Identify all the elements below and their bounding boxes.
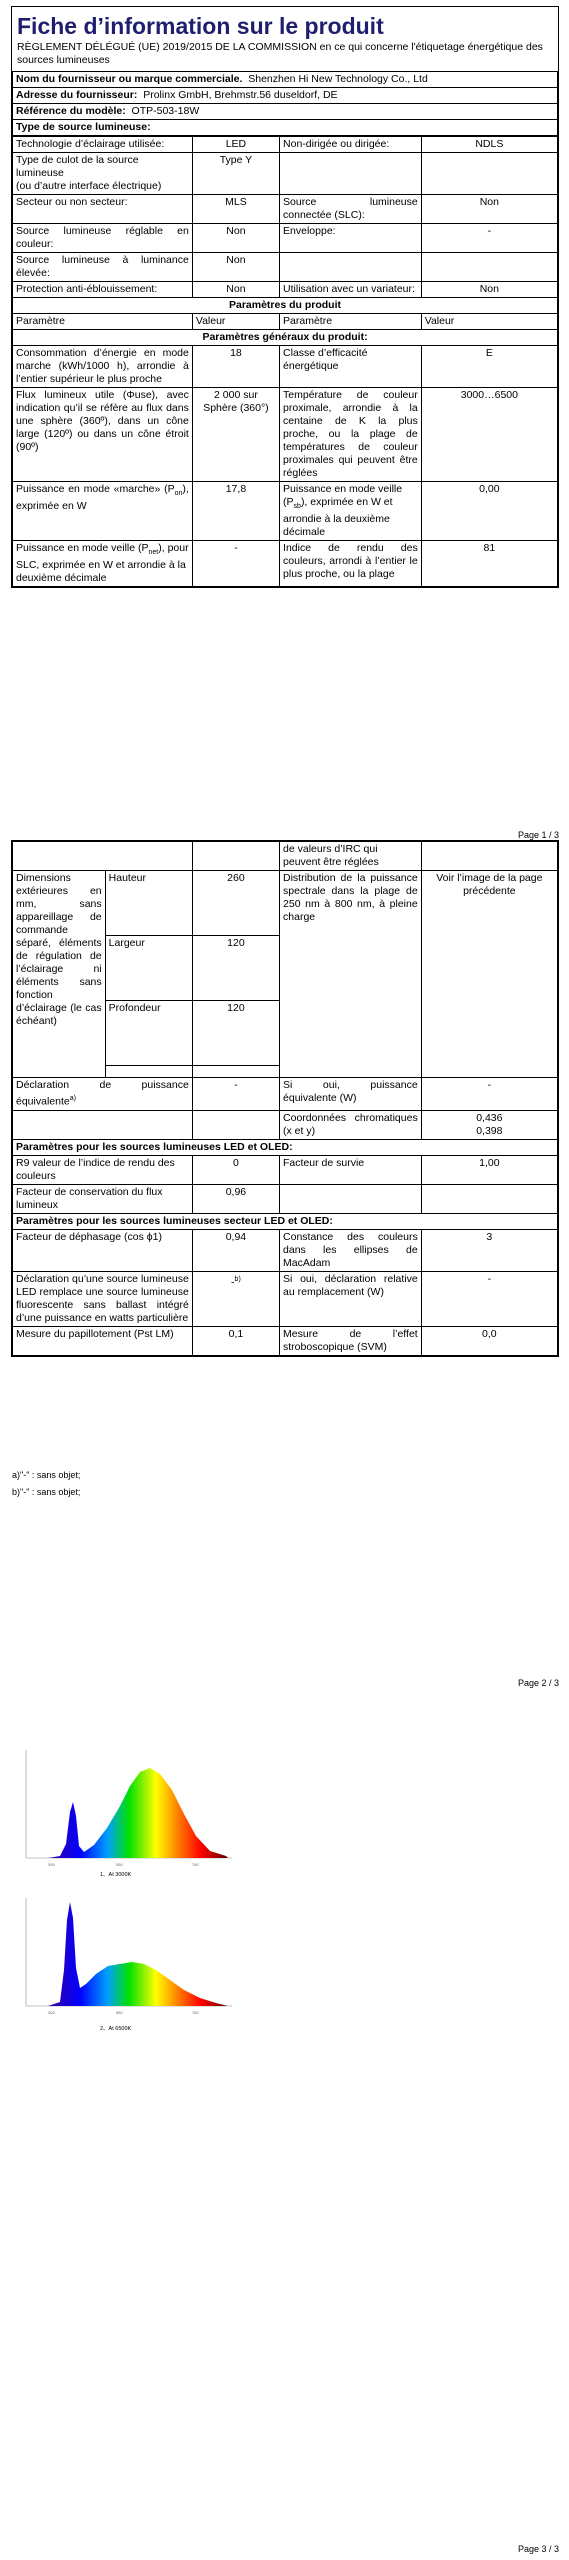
table-row: R9 valeur de l’indice de rendu des couleurs 0 Facteur de survie 1,00 (13, 1155, 558, 1184)
general-header: Paramètres généraux du produit: (13, 330, 558, 346)
table-row: Secteur ou non secteur: MLS Source lumineuse connectée (SLC): Non (13, 195, 558, 224)
page-number: Page 1 / 3 (517, 830, 559, 840)
led-header: Paramètres pour les sources lumineuses LED et OLED: (13, 1139, 558, 1155)
model-label: Référence du modèle: (16, 105, 126, 117)
table-row: Facteur de déphasage (cos ϕ1) 0,94 Constance des couleurs dans les ellipses de MacAdam 3 (13, 1229, 558, 1271)
spectrum-graphic-3000k (12, 1742, 244, 1884)
type-table (12, 136, 558, 587)
table-row: Coordonnées chromatiques (x et y) 0,436 0,398 (13, 1110, 558, 1139)
spd-label: Distribution de la puissance spectrale dans la plage de 250 nm à 800 nm, à pleine charge (280, 871, 422, 1078)
page-1 (0, 0, 569, 840)
footnote-a: a)"-" : sans objet; (12, 1470, 81, 1480)
table-row: Source lumineuse réglable en couleur: Non Enveloppe: - (13, 224, 558, 253)
table-row: Déclaration de puissance équivalente$^{a)}$ - Si oui, puissance équivalente (W) - (13, 1078, 558, 1111)
spectrum-image-6500k (12, 1890, 244, 2032)
table-row: Protection anti-éblouissement: Non Utilisation avec un variateur: Non (13, 282, 558, 298)
dims-label: Dimensions extérieures en mm, sans appareillage de commande séparé, éléments de régulation de l’éclairage ni éléments sans fonction d’éclairage (le cas échéant) (13, 871, 106, 1078)
table-row: Mesure du papillotement (Pst LM) 0,1 Mesure de l’effet stroboscopique (SVM) 0,0 (13, 1326, 558, 1355)
table-row: de valeurs d’IRC qui peuvent être réglées (13, 842, 558, 871)
page-number: Page 3 / 3 (517, 2544, 559, 2554)
type-extra: (ou d’autre interface électrique) (16, 180, 162, 192)
address-label: Adresse du fournisseur: (16, 89, 138, 101)
table-row: Flux lumineux utile (Φuse), avec indication qu’il se réfère au flux dans une sphère (360º), dans un cône large (120º) ou dans un cône étroit (90º) 2 000 sur Sphère (360°) Température de couleur proximale, arrondie à la centaine de K la plus proche, ou la plage de températures de couleur proximales qui peuvent être réglées 3000…6500 (13, 388, 558, 482)
column-header-row: Paramètre Valeur Paramètre Valeur (13, 314, 558, 330)
page-2 (0, 840, 569, 1688)
svg-text:300: 300 (48, 1862, 55, 1867)
svg-text:300: 300 (48, 2010, 55, 2015)
supplier-label: Nom du fournisseur ou marque commerciale. (16, 73, 243, 85)
page-number: Page 2 / 3 (517, 1678, 559, 1688)
table-row: Consommation d’énergie en mode marche (kWh/1000 h), arrondie à l’entier supérieur le plus proche 18 Classe d’efficacité énergétique E (13, 346, 558, 388)
svg-text:780: 780 (192, 2010, 199, 2015)
page-3 (0, 1700, 569, 2560)
supplier-table (12, 71, 558, 136)
table-row: Dimensions extérieures en mm, sans appareillage de commande séparé, éléments de régulation de l’éclairage ni éléments sans fonction d’éclairage (le cas échéant) Hauteur 260 Distribution de la puissance spectrale dans la plage de 250 nm à 800 nm, à pleine charge Voir l’image de la page précédente (13, 871, 558, 936)
params-header: Paramètres du produit (13, 298, 558, 314)
type-header: Type de source lumineuse: (13, 120, 558, 136)
table-row: Largeur 120 (13, 935, 558, 1000)
document-title: Fiche d’information sur le produit (17, 13, 384, 39)
table-row: Profondeur 120 (13, 1000, 558, 1065)
spectrum-image-3000k (12, 1742, 244, 1884)
spectrum-graphic-6500k (12, 1890, 244, 2032)
svg-text:780: 780 (192, 1862, 199, 1867)
table-row: Source lumineuse à luminance élevée: Non (13, 253, 558, 282)
regulation-text: RÈGLEMENT DÉLÉGUÉ (UE) 2019/2015 DE LA COMMISSION en ce qui concerne l'étiquetage énergétique des sources lumineuses (17, 41, 543, 66)
supplier-value: Shenzhen Hi New Technology Co., Ltd (248, 73, 428, 85)
model-value: OTP-503-18W (131, 105, 200, 117)
mains-header: Paramètres pour les sources lumineuses secteur LED et OLED: (13, 1213, 558, 1229)
table-row: Facteur de conservation du flux lumineux 0,96 (13, 1184, 558, 1213)
address-value: Prolinx GmbH, Brehmstr.56 duseldorf, DE (143, 89, 338, 101)
table-row: Type de culot de la source lumineuse (ou d’autre interface électrique) Type Y (13, 153, 558, 195)
table-row: Technologie d’éclairage utilisée: LED Non-dirigée ou dirigée: NDLS (13, 137, 558, 153)
footnote-b: b)"-" : sans objet; (12, 1487, 81, 1497)
svg-text:550: 550 (116, 1862, 123, 1867)
spd-value: Voir l’image de la page précédente (421, 871, 557, 1078)
svg-text:550: 550 (116, 2010, 123, 2015)
table-row: Déclaration qu’une source lumineuse LED remplace une source lumineuse fluorescente sans ballast intégré d’une puissance en watts particulière -$^{b)}$ Si oui, déclaration relative au remplacement (W) - (13, 1271, 558, 1326)
table-row: Puissance en mode veille $(P_{net})$, pour SLC, exprimée en W et arrondie à la deuxième décimale - Indice de rendu des couleurs, arrondi à l’entier le plus proche, ou la plage 81 (13, 541, 558, 587)
table-row: Puissance en mode «marche» $(P_{on})$, exprimée en W 17,8 Puissance en mode veille $(P_{sb})$, exprimée en W et arrondie à la deuxième décimale 0,00 (13, 482, 558, 541)
spectrum-caption-6500k: 2、At 6500K (100, 2026, 132, 2032)
page-1-frame (11, 6, 559, 588)
page-2-frame (11, 840, 559, 1357)
spectrum-caption-3000k: 1、At 3000K (100, 1872, 132, 1878)
product-table-continued (12, 841, 558, 1356)
